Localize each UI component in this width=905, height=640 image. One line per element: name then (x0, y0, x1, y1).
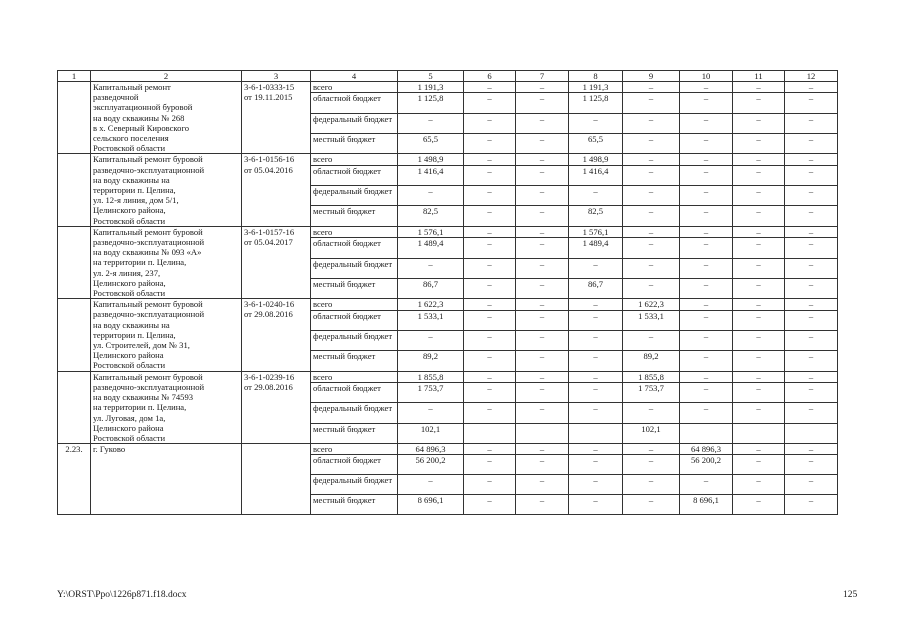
expertise-code-cell (242, 444, 311, 515)
column-number-cell: 6 (464, 71, 516, 82)
amount-cell: – (623, 154, 680, 165)
amount-cell: – (785, 371, 838, 382)
item-index-cell (58, 226, 91, 298)
object-name-cell: г. Гуково (91, 444, 242, 515)
column-number-cell: 5 (398, 71, 464, 82)
table-row (58, 371, 838, 382)
amount-cell: – (516, 278, 569, 298)
funding-source-label: областной бюджет (311, 165, 398, 185)
amount-cell: – (623, 444, 680, 455)
amount-cell: – (623, 475, 680, 495)
amount-cell: 1 533,1 (398, 310, 464, 330)
amount-cell: – (623, 186, 680, 206)
amount-cell: – (733, 93, 785, 113)
amount-cell: – (680, 134, 733, 154)
amount-cell: – (680, 186, 733, 206)
amount-cell: – (464, 403, 516, 423)
amount-cell (785, 423, 838, 443)
amount-cell: – (569, 186, 623, 206)
table-row (58, 299, 838, 310)
amount-cell: – (680, 226, 733, 237)
amount-cell: – (569, 299, 623, 310)
amount-cell: – (785, 495, 838, 515)
item-index-cell (58, 299, 91, 371)
amount-cell: – (680, 351, 733, 371)
amount-cell: 1 576,1 (398, 226, 464, 237)
funding-source-label: областной бюджет (311, 93, 398, 113)
amount-cell: – (733, 444, 785, 455)
table-row (58, 226, 838, 237)
amount-cell: – (464, 93, 516, 113)
amount-cell: – (623, 82, 680, 93)
amount-cell: – (623, 278, 680, 298)
column-number-cell: 2 (91, 71, 242, 82)
amount-cell: 86,7 (398, 278, 464, 298)
amount-cell: 89,2 (623, 351, 680, 371)
funding-source-label: федеральный бюджет (311, 330, 398, 350)
amount-cell: – (785, 93, 838, 113)
amount-cell: – (785, 165, 838, 185)
amount-cell: 65,5 (398, 134, 464, 154)
amount-cell: – (569, 258, 623, 278)
funding-source-label: всего (311, 226, 398, 237)
column-number-cell: 8 (569, 71, 623, 82)
amount-cell: 1 498,9 (398, 154, 464, 165)
object-name-cell: Капитальный ремонт буровой разведочно-эксплуатационной на воду скважины № 093 «А» на территории п. Целина, ул. 2-я линия, 237, Целинского района, Ростовской области (91, 226, 242, 298)
amount-cell: – (464, 82, 516, 93)
amount-cell: – (785, 278, 838, 298)
amount-cell: 1 622,3 (398, 299, 464, 310)
amount-cell: – (516, 495, 569, 515)
amount-cell: – (785, 238, 838, 258)
amount-cell: 1 125,8 (569, 93, 623, 113)
amount-cell: – (733, 310, 785, 330)
amount-cell: – (464, 455, 516, 475)
amount-cell: – (516, 330, 569, 350)
amount-cell: – (785, 82, 838, 93)
item-index-cell: 2.23. (58, 444, 91, 515)
object-name-cell: Капитальный ремонт разведочной эксплуатационной буровой на воду скважины № 268 в х. Северный Кировского сельского поселения Ростовской области (91, 82, 242, 154)
amount-cell: – (516, 475, 569, 495)
amount-cell: – (733, 278, 785, 298)
amount-cell: – (785, 226, 838, 237)
funding-source-label: всего (311, 154, 398, 165)
funding-source-label: всего (311, 444, 398, 455)
table-body (58, 71, 838, 515)
amount-cell: – (680, 238, 733, 258)
amount-cell: – (464, 206, 516, 226)
amount-cell: – (516, 134, 569, 154)
budget-table (57, 70, 838, 515)
amount-cell: – (398, 186, 464, 206)
amount-cell: – (464, 299, 516, 310)
amount-cell: 1 533,1 (623, 310, 680, 330)
amount-cell: – (516, 299, 569, 310)
amount-cell: – (569, 495, 623, 515)
amount-cell: – (623, 93, 680, 113)
column-number-cell: 1 (58, 71, 91, 82)
amount-cell: – (680, 310, 733, 330)
amount-cell: – (464, 186, 516, 206)
amount-cell: – (785, 310, 838, 330)
amount-cell: – (516, 455, 569, 475)
table-row (58, 82, 838, 93)
amount-cell: 8 696,1 (398, 495, 464, 515)
amount-cell: – (785, 113, 838, 133)
amount-cell: – (398, 258, 464, 278)
amount-cell: – (733, 206, 785, 226)
amount-cell: – (516, 154, 569, 165)
amount-cell: – (680, 93, 733, 113)
amount-cell: – (733, 186, 785, 206)
amount-cell: 64 896,3 (680, 444, 733, 455)
amount-cell: – (516, 206, 569, 226)
amount-cell: – (464, 278, 516, 298)
item-index-cell (58, 82, 91, 154)
amount-cell: 86,7 (569, 278, 623, 298)
amount-cell (569, 423, 623, 443)
expertise-code-cell: 3-6-1-0333-15 от 19.11.2015 (242, 82, 311, 154)
amount-cell: – (733, 299, 785, 310)
amount-cell: – (516, 113, 569, 133)
funding-source-label: федеральный бюджет (311, 258, 398, 278)
amount-cell: 102,1 (398, 423, 464, 443)
funding-source-label: местный бюджет (311, 495, 398, 515)
amount-cell: – (623, 165, 680, 185)
amount-cell: – (623, 495, 680, 515)
amount-cell: – (623, 134, 680, 154)
amount-cell: – (516, 383, 569, 403)
amount-cell: – (785, 186, 838, 206)
amount-cell: – (680, 165, 733, 185)
amount-cell: – (733, 383, 785, 403)
amount-cell: 65,5 (569, 134, 623, 154)
amount-cell: – (464, 310, 516, 330)
amount-cell: – (680, 278, 733, 298)
amount-cell: – (623, 258, 680, 278)
amount-cell: – (516, 258, 569, 278)
amount-cell: – (733, 495, 785, 515)
amount-cell: – (398, 113, 464, 133)
amount-cell: 89,2 (398, 351, 464, 371)
amount-cell: – (516, 238, 569, 258)
amount-cell: 56 200,2 (398, 455, 464, 475)
amount-cell: – (680, 206, 733, 226)
funding-source-label: федеральный бюджет (311, 186, 398, 206)
funding-source-label: федеральный бюджет (311, 403, 398, 423)
funding-source-label: областной бюджет (311, 310, 398, 330)
amount-cell: 82,5 (398, 206, 464, 226)
amount-cell: 1 753,7 (623, 383, 680, 403)
amount-cell (733, 423, 785, 443)
amount-cell: – (569, 113, 623, 133)
amount-cell: – (516, 186, 569, 206)
amount-cell: – (680, 475, 733, 495)
amount-cell: – (516, 351, 569, 371)
amount-cell: – (516, 310, 569, 330)
amount-cell: – (733, 351, 785, 371)
amount-cell: – (569, 383, 623, 403)
amount-cell: – (680, 383, 733, 403)
amount-cell: – (569, 371, 623, 382)
amount-cell: – (733, 238, 785, 258)
amount-cell: – (785, 299, 838, 310)
table-row (58, 444, 838, 455)
amount-cell: – (516, 82, 569, 93)
page-number: 125 (843, 590, 858, 600)
amount-cell: – (623, 238, 680, 258)
funding-source-label: местный бюджет (311, 351, 398, 371)
amount-cell: – (464, 351, 516, 371)
amount-cell: – (733, 154, 785, 165)
funding-source-label: федеральный бюджет (311, 475, 398, 495)
amount-cell: 1 416,4 (569, 165, 623, 185)
amount-cell: 1 125,8 (398, 93, 464, 113)
amount-cell: – (623, 330, 680, 350)
amount-cell: – (569, 455, 623, 475)
amount-cell: – (680, 113, 733, 133)
amount-cell: – (516, 371, 569, 382)
expertise-code-cell: 3-6-1-0157-16 от 05.04.2017 (242, 226, 311, 298)
amount-cell: – (569, 444, 623, 455)
amount-cell: – (464, 154, 516, 165)
funding-source-label: федеральный бюджет (311, 113, 398, 133)
amount-cell: – (623, 206, 680, 226)
amount-cell: – (623, 226, 680, 237)
amount-cell: – (785, 403, 838, 423)
funding-source-label: областной бюджет (311, 383, 398, 403)
amount-cell: – (785, 351, 838, 371)
expertise-code-cell: 3-6-1-0240-16 от 29.08.2016 (242, 299, 311, 371)
amount-cell: – (623, 455, 680, 475)
column-number-cell: 11 (733, 71, 785, 82)
amount-cell: – (516, 444, 569, 455)
amount-cell: – (569, 330, 623, 350)
amount-cell: 64 896,3 (398, 444, 464, 455)
footer-file-path: Y:\ORST\Ppo\1226p871.f18.docx (57, 590, 187, 600)
column-number-cell: 12 (785, 71, 838, 82)
amount-cell: 1 489,4 (398, 238, 464, 258)
amount-cell: – (733, 258, 785, 278)
amount-cell: – (733, 226, 785, 237)
column-number-cell: 9 (623, 71, 680, 82)
amount-cell: – (623, 113, 680, 133)
amount-cell: 1 489,4 (569, 238, 623, 258)
amount-cell: – (785, 383, 838, 403)
column-number-header-row (58, 71, 838, 82)
amount-cell (680, 423, 733, 443)
amount-cell: 1 416,4 (398, 165, 464, 185)
amount-cell: – (464, 495, 516, 515)
amount-cell: 1 191,3 (398, 82, 464, 93)
amount-cell: – (464, 238, 516, 258)
funding-source-label: областной бюджет (311, 238, 398, 258)
amount-cell: – (398, 330, 464, 350)
amount-cell: – (569, 403, 623, 423)
amount-cell: – (464, 330, 516, 350)
amount-cell: 1 855,8 (398, 371, 464, 382)
expertise-code-cell: 3-6-1-0239-16 от 29.08.2016 (242, 371, 311, 443)
amount-cell: – (464, 134, 516, 154)
amount-cell: – (464, 444, 516, 455)
funding-source-label: местный бюджет (311, 206, 398, 226)
amount-cell: – (464, 383, 516, 403)
amount-cell: – (680, 82, 733, 93)
amount-cell: 82,5 (569, 206, 623, 226)
amount-cell: – (733, 455, 785, 475)
amount-cell: – (464, 371, 516, 382)
amount-cell: – (785, 475, 838, 495)
amount-cell: – (680, 330, 733, 350)
amount-cell: – (569, 351, 623, 371)
amount-cell: – (733, 165, 785, 185)
item-index-cell (58, 371, 91, 443)
amount-cell: – (785, 330, 838, 350)
amount-cell: – (733, 134, 785, 154)
amount-cell: – (516, 165, 569, 185)
amount-cell: – (516, 226, 569, 237)
amount-cell: – (464, 113, 516, 133)
amount-cell: – (680, 258, 733, 278)
amount-cell: – (785, 455, 838, 475)
amount-cell: – (785, 444, 838, 455)
amount-cell: 56 200,2 (680, 455, 733, 475)
funding-source-label: областной бюджет (311, 455, 398, 475)
amount-cell: – (680, 299, 733, 310)
column-number-cell: 3 (242, 71, 311, 82)
amount-cell: – (785, 134, 838, 154)
funding-source-label: местный бюджет (311, 278, 398, 298)
expertise-code-cell: 3-6-1-0156-16 от 05.04.2016 (242, 154, 311, 226)
amount-cell: – (680, 371, 733, 382)
amount-cell: – (569, 475, 623, 495)
amount-cell: – (569, 310, 623, 330)
amount-cell: – (680, 154, 733, 165)
funding-source-label: всего (311, 299, 398, 310)
column-number-cell: 4 (311, 71, 398, 82)
amount-cell: – (516, 93, 569, 113)
table-row (58, 154, 838, 165)
amount-cell: – (733, 475, 785, 495)
amount-cell: – (785, 258, 838, 278)
item-index-cell (58, 154, 91, 226)
amount-cell: – (398, 403, 464, 423)
amount-cell (516, 423, 569, 443)
amount-cell: 1 855,8 (623, 371, 680, 382)
object-name-cell: Капитальный ремонт буровой разведочно-эксплуатационной на воду скважины № 74593 на территории п. Целина, ул. Луговая, дом 1а, Целинского района Ростовской области (91, 371, 242, 443)
amount-cell: – (623, 403, 680, 423)
amount-cell: – (733, 403, 785, 423)
amount-cell: – (398, 475, 464, 495)
amount-cell: – (516, 403, 569, 423)
amount-cell: 102,1 (623, 423, 680, 443)
amount-cell: – (464, 258, 516, 278)
amount-cell: – (464, 226, 516, 237)
amount-cell (464, 423, 516, 443)
amount-cell: – (464, 165, 516, 185)
amount-cell: 1 622,3 (623, 299, 680, 310)
amount-cell: 1 753,7 (398, 383, 464, 403)
amount-cell: – (785, 206, 838, 226)
amount-cell: – (680, 403, 733, 423)
column-number-cell: 7 (516, 71, 569, 82)
amount-cell: 1 576,1 (569, 226, 623, 237)
funding-source-label: местный бюджет (311, 423, 398, 443)
amount-cell: 1 498,9 (569, 154, 623, 165)
object-name-cell: Капитальный ремонт буровой разведочно-эксплуатационной на воду скважины на территории п. Целина, ул. Строителей, дом № 31, Целинского района Ростовской области (91, 299, 242, 371)
amount-cell: – (733, 113, 785, 133)
funding-source-label: всего (311, 371, 398, 382)
amount-cell: – (785, 154, 838, 165)
amount-cell: – (733, 371, 785, 382)
amount-cell: – (733, 330, 785, 350)
column-number-cell: 10 (680, 71, 733, 82)
object-name-cell: Капитальный ремонт буровой разведочно-эксплуатационной на воду скважины на территории п. Целина, ул. 12-я линия, дом 5/1, Целинского района, Ростовской области (91, 154, 242, 226)
amount-cell: – (733, 82, 785, 93)
amount-cell: 1 191,3 (569, 82, 623, 93)
funding-source-label: местный бюджет (311, 134, 398, 154)
amount-cell: 8 696,1 (680, 495, 733, 515)
amount-cell: – (464, 475, 516, 495)
funding-source-label: всего (311, 82, 398, 93)
